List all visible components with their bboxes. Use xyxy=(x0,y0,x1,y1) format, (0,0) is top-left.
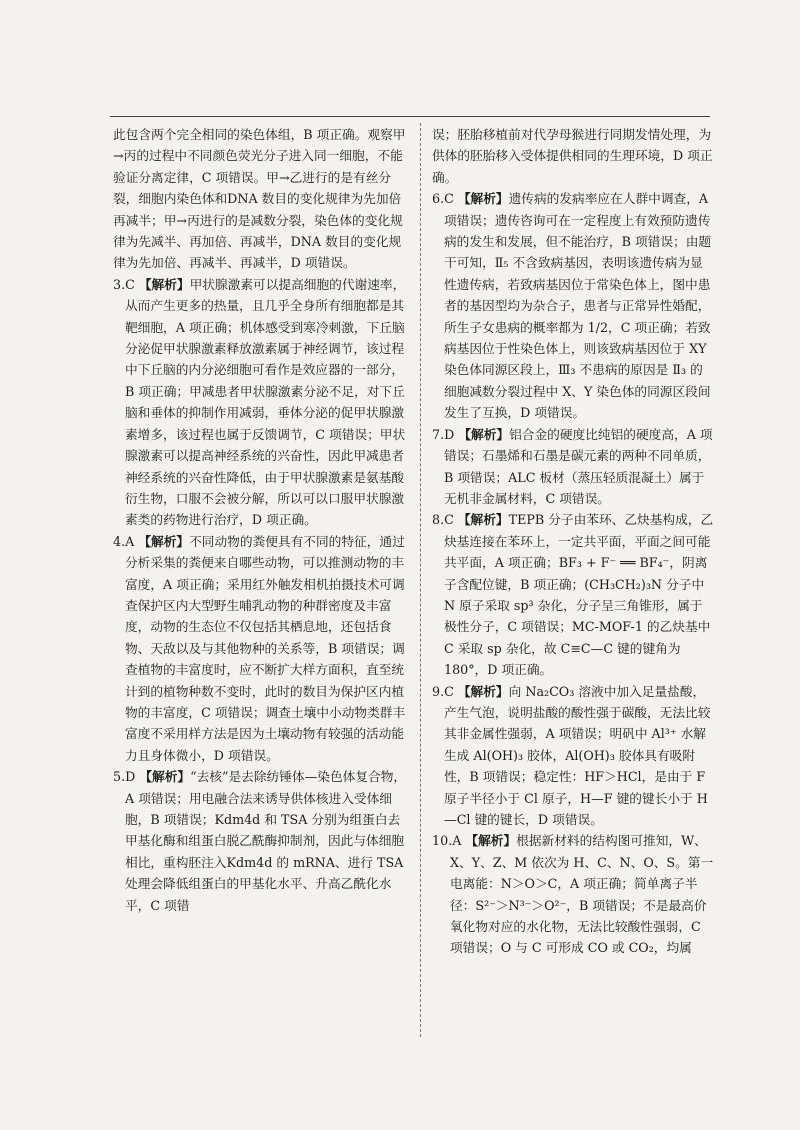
analysis-tag: 【解析】 xyxy=(457,683,509,699)
analysis-text: 遗传病的发病率应在人群中调查，A 项错误；遗传咨询可在一定程度上有效预防遗传病的发生和发展，但不能治疗，B 项错误；由题干可知，Ⅱ₅ 不含致病基因，表明该遗传病为显性遗传病，若致病基因位于常染色体上，图中患者的基因型均为杂合子，患者与正常异性婚配，所生子女患病的概率都为 1/2，C 项正确；若致病基因位于性染色体上，则该致病基因位于 XY 染色体同源区段上，Ⅲ₃ 不患病的原因是 Ⅱ₃ 的细胞减数分裂过程中 X、Y 染色体的同源区段间发生了互换，D 项错误。 xyxy=(444,191,712,421)
question-number: 8. xyxy=(432,512,445,528)
answer-8 xyxy=(432,509,714,680)
answer-choice: C xyxy=(125,276,135,292)
question-number: 3. xyxy=(113,276,126,292)
answer-choice: D xyxy=(125,769,136,785)
analysis-tag: 【解析】 xyxy=(465,833,517,849)
analysis-tag: 【解析】 xyxy=(457,191,509,207)
analysis-tag: 【解析】 xyxy=(458,426,510,442)
analysis-text: 不同动物的粪便具有不同的特征，通过分析采集的粪便来自哪些动物，可以推测动物的丰富度，A 项正确；采用红外触发相机拍摄技术可调查保护区内大型野生哺乳动物的种群密度及丰富度，动物的生态位不仅包括其栖息地，还包括食物、天敌以及与其他物种的关系等，B 项错误；调查植物的丰富度时，应不断扩大样方面积，直至统计到的植物种数不变时，此时的数目为保护区内植物的丰富度，C 项错误；调查土壤中小动物类群丰富度不采用样方法是因为土壤动物有较强的活动能力且身体微小，D 项错误。 xyxy=(125,533,406,763)
question-number: 7. xyxy=(432,426,445,442)
answer-choice: C xyxy=(444,191,454,207)
answer-7 xyxy=(432,424,714,510)
answer-choice: C xyxy=(444,683,454,699)
right-column xyxy=(432,124,714,959)
header-rule xyxy=(110,116,710,117)
analysis-text: 铝合金的硬度比纯铝的硬度高，A 项错误；石墨烯和石墨是碳元素的两种不同单质，B 项错误；ALC 板材（蒸压轻质混凝土）属于无机非金属材料，C 项错误。 xyxy=(444,426,713,506)
question-number: 4. xyxy=(113,533,126,549)
answer-continuation: 此包含两个完全相同的染色体组，B 项正确。观察甲→丙的过程中不同颜色荧光分子进入同一细胞，不能验证分离定律，C 项错误。甲→乙进行的是有丝分裂，细胞内染色体和DNA 数目的变化规律为先加倍再减半；甲→丙进行的是减数分裂，染色体的变化规律为先减半、再加倍、再减半，DNA 数目的变化规律为先加倍、再减半、再减半，D 项错误。 xyxy=(113,127,406,271)
question-number: 6. xyxy=(432,191,445,207)
analysis-text: “去核”是去除纺锤体—染色体复合物，A 项错误；用电融合法来诱导供体核进入受体细胞，B 项错误；Kdm4d 和 TSA 分别为组蛋白去甲基化酶和组蛋白脱乙酰酶抑制剂，因此与体细胞相比，重构胚注入Kdm4d 的 mRNA、进行 TSA 处理会降低组蛋白的甲基化水平、升高乙酰化水平，C 项错 xyxy=(125,769,407,913)
answer-9 xyxy=(432,681,714,831)
answer-choice: A xyxy=(125,533,135,549)
analysis-tag: 【解析】 xyxy=(138,533,190,549)
question-number: 9. xyxy=(432,683,445,699)
analysis-text: 甲状腺激素可以提高细胞的代谢速率，从而产生更多的热量，且几乎全身所有细胞都是其靶细胞，A 项正确；机体感受到寒冷刺激，下丘脑分泌促甲状腺激素释放激素属于神经调节，该过程中下丘脑的内分泌细胞可看作是效应器的一部分，B 项正确；甲减患者甲状腺激素分泌不足，对下丘脑和垂体的抑制作用减弱，垂体分泌的促甲状腺激素增多，该过程也属于反馈调节，C 项错误；甲状腺激素可以提高神经系统的兴奋性，因此甲减患者神经系统的兴奋性降低，由于甲状腺激素是氨基酸衍生物，口服不会被分解，所以可以口服甲状腺激素类的药物进行治疗，D 项正确。 xyxy=(125,276,406,528)
answer-5 xyxy=(113,766,409,916)
question-number: 10. xyxy=(432,833,453,849)
answer-choice: D xyxy=(444,426,455,442)
answer-choice: A xyxy=(452,833,462,849)
analysis-tag: 【解析】 xyxy=(457,512,509,528)
answer-continuation: 误；胚胎移植前对代孕母猴进行同期发情处理，为供体的胚胎移入受体提供相同的生理环境，D 项正确。 xyxy=(432,127,713,185)
answer-10 xyxy=(432,830,714,958)
analysis-tag: 【解析】 xyxy=(138,276,190,292)
left-column xyxy=(113,124,409,916)
analysis-text: TEPB 分子由苯环、乙炔基构成，乙炔基连接在苯环上，一定共平面，平面之间可能共平面，A 项正确；BF₃ + F⁻ ══ BF₄⁻，阴离子含配位键，B 项正确；(CH₃CH₂)₃N 分子中 N 原子采取 sp³ 杂化，分子呈三角锥形，属于极性分子，C 项错误；MC-MOF-1 的乙炔基中 C 采取 sp 杂化，故 C≡C—C 键的键角为 180°，D 项正确。 xyxy=(444,512,714,678)
analysis-text: 向 Na₂CO₃ 溶液中加入足量盐酸，产生气泡，说明盐酸的酸性强于碳酸，无法比较其非金属性强弱，A 项错误；明矾中 Al³⁺ 水解生成 Al(OH)₃ 胶体，Al(OH)₃ 胶体具有吸附性，B 项错误；稳定性：HF＞HCl，是由于 F 原子半径小于 Cl 原子，H—F 键的键长小于 H—Cl 键的键长，D 项错误。 xyxy=(444,683,711,827)
analysis-tag: 【解析】 xyxy=(139,769,191,785)
analysis-text: 根据新材料的结构图可推知，W、X、Y、Z、M 依次为 H、C、N、O、S。第一电离能：N＞O＞C，A 项正确；简单离子半径：S²⁻＞N³⁻＞O²⁻，B 项错误；不是最高价氧化物对应的水化物，无法比较酸性强弱，C 项错误；O 与 C 可形成 CO 或 CO₂，均属 xyxy=(450,833,714,956)
answer-4 xyxy=(113,531,409,766)
question-number: 5. xyxy=(113,769,126,785)
answer-choice: C xyxy=(444,512,454,528)
answer-3 xyxy=(113,274,409,531)
column-divider xyxy=(420,123,421,1037)
answer-6 xyxy=(432,188,714,423)
